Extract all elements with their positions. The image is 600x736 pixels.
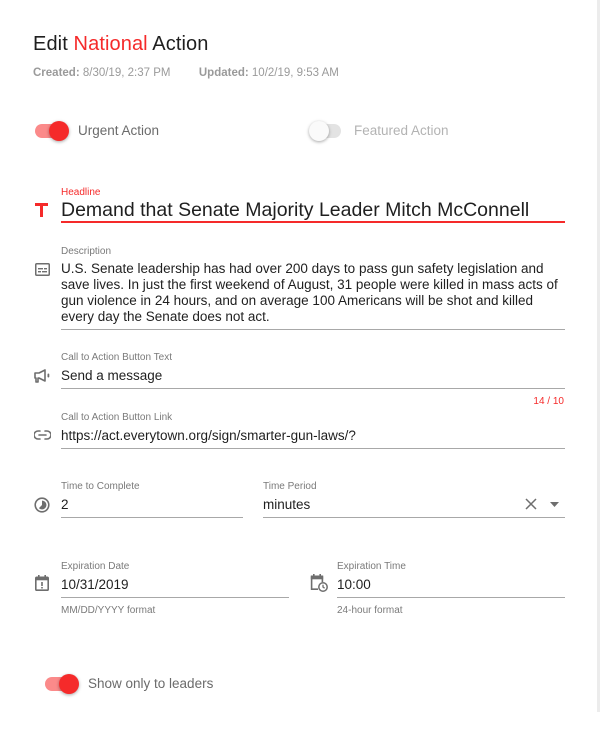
time-period-value[interactable]: minutes — [263, 497, 311, 512]
page-title — [33, 33, 208, 56]
cta-text-input[interactable]: Send a message — [61, 368, 163, 383]
expiration-time-field[interactable] — [337, 561, 565, 619]
calendar-clock-icon — [310, 574, 328, 592]
expiration-time-label: Expiration Time — [337, 561, 406, 572]
timelapse-icon — [34, 497, 50, 513]
link-icon — [34, 430, 51, 440]
description-underline — [61, 329, 565, 330]
text-format-icon — [35, 203, 48, 217]
cta-link-input[interactable]: https://act.everytown.org/sign/smarter-gun-laws/? — [61, 428, 356, 443]
event-alert-icon — [35, 575, 49, 591]
featured-action-switch[interactable] — [311, 124, 341, 138]
expiration-date-label: Expiration Date — [61, 561, 130, 572]
headline-field[interactable] — [61, 187, 565, 225]
urgent-action-switch[interactable] — [35, 124, 65, 138]
character-counter: 14 / 10 — [533, 396, 564, 407]
time-to-complete-field[interactable] — [61, 481, 243, 521]
created-value: 8/30/19, 2:37 PM — [82, 67, 171, 79]
time-to-complete-input[interactable]: 2 — [61, 497, 69, 512]
description-input[interactable]: U.S. Senate leadership has had over 200 days to pass gun safety legislation and save lives. In just the first weekend of August, 31 people were killed in mass acts of gun violence in 24 hours, and on average 100 Americans will be shot and killed every day the Senate does not act. — [61, 261, 558, 324]
time-to-complete-label: Time to Complete — [61, 481, 140, 492]
description-label: Description — [61, 246, 112, 257]
headline-underline — [61, 221, 565, 223]
clear-icon[interactable] — [525, 498, 537, 510]
chevron-down-icon[interactable] — [550, 502, 559, 507]
urgent-action-label: Urgent Action — [78, 123, 160, 138]
subtitles-icon — [35, 263, 50, 276]
expiration-time-underline — [337, 597, 565, 598]
expiration-date-input[interactable]: 10/31/2019 — [61, 577, 129, 592]
show-only-to-leaders-label: Show only to leaders — [88, 676, 214, 691]
created-label: Created: — [33, 67, 80, 79]
megaphone-icon — [34, 369, 51, 383]
show-only-to-leaders-switch[interactable] — [45, 677, 75, 691]
urgent-action-toggle[interactable] — [35, 123, 159, 138]
headline-input[interactable]: Demand that Senate Majority Leader Mitch McConnell — [61, 199, 530, 221]
cta-link-field[interactable] — [61, 412, 565, 452]
timestamps — [33, 67, 339, 79]
time-to-complete-underline — [61, 517, 243, 518]
cta-text-label: Call to Action Button Text — [61, 352, 172, 363]
cta-text-underline — [61, 388, 565, 389]
cta-link-underline — [61, 448, 565, 449]
expiration-date-underline — [61, 597, 289, 598]
expiration-date-hint: MM/DD/YYYY format — [61, 605, 156, 616]
expiration-date-field[interactable] — [61, 561, 289, 619]
expiration-time-input[interactable]: 10:00 — [337, 577, 371, 592]
headline-label: Headline — [61, 187, 101, 198]
show-only-to-leaders-toggle[interactable] — [45, 676, 213, 691]
description-field[interactable] — [61, 246, 565, 332]
title-prefix: Edit — [33, 33, 68, 55]
featured-action-toggle[interactable] — [311, 123, 449, 138]
title-accent: National — [73, 33, 148, 55]
time-period-label: Time Period — [263, 481, 317, 492]
title-suffix: Action — [152, 33, 209, 55]
updated-value: 10/2/19, 9:53 AM — [251, 67, 339, 79]
featured-action-label: Featured Action — [354, 123, 449, 138]
expiration-time-hint: 24-hour format — [337, 605, 403, 616]
updated-label: Updated: — [198, 67, 249, 79]
cta-text-field[interactable] — [61, 352, 565, 392]
time-period-select[interactable] — [263, 481, 565, 521]
time-period-underline — [263, 517, 565, 518]
cta-link-label: Call to Action Button Link — [61, 412, 173, 423]
